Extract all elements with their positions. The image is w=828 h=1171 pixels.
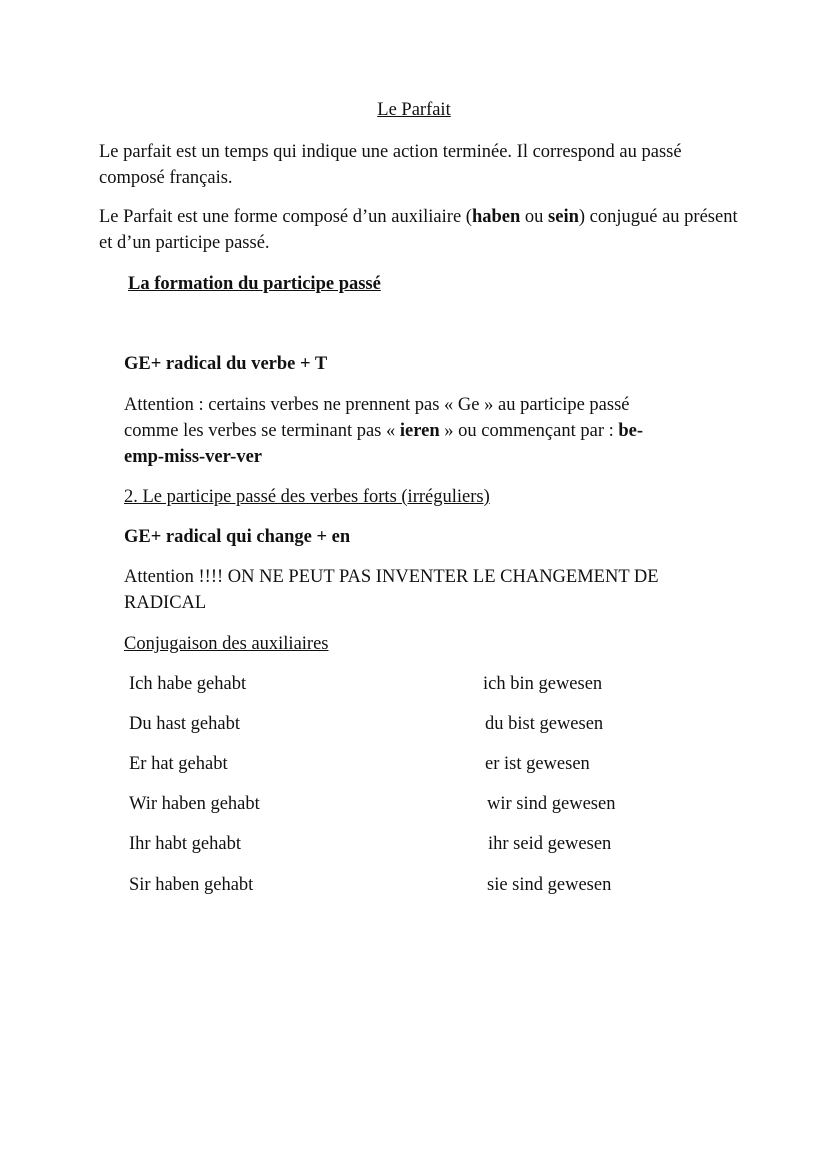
- attention-ge-line1: Attention : certains verbes ne prennent pas « Ge » au participe passé: [124, 395, 630, 415]
- attention-ge-line2: [124, 418, 643, 444]
- sein-row: du bist gewesen: [485, 714, 604, 734]
- prefix-keyword-be: be-: [618, 421, 644, 441]
- section-heading-conjugation: Conjugaison des auxiliaires: [124, 634, 329, 654]
- haben-keyword: haben: [471, 207, 521, 227]
- sein-row: ich bin gewesen: [483, 674, 603, 694]
- haben-row: Ich habe gehabt: [129, 674, 247, 694]
- auxiliary-text-end: ) conjugué au présent et d’un participe passé.: [99, 207, 738, 253]
- haben-row: Wir haben gehabt: [129, 794, 260, 814]
- attention-ge-text: comme les verbes se terminant pas «: [124, 421, 400, 441]
- sein-row: sie sind gewesen: [487, 875, 612, 895]
- ieren-keyword: ieren: [399, 421, 440, 441]
- attention-radical-line2: RADICAL: [124, 593, 207, 613]
- auxiliary-paragraph: [99, 204, 739, 256]
- haben-row: Du hast gehabt: [129, 714, 240, 734]
- sein-row: ihr seid gewesen: [488, 834, 612, 854]
- haben-row: Ihr habt gehabt: [129, 834, 241, 854]
- formula-strong-verbs: GE+ radical qui change + en: [124, 527, 351, 547]
- auxiliary-text-mid: ou: [520, 207, 549, 227]
- auxiliary-text-start: Le Parfait est une forme composé d’un auxiliaire (: [99, 207, 472, 227]
- attention-radical-line1: Attention !!!! ON NE PEUT PAS INVENTER LE CHANGEMENT DE: [124, 567, 659, 587]
- haben-row: Er hat gehabt: [129, 754, 228, 774]
- attention-ge-prefixes: emp-miss-ver-ver: [124, 447, 263, 467]
- sein-row: er ist gewesen: [485, 754, 590, 774]
- page-title: Le Parfait: [377, 100, 451, 120]
- formula-weak-verbs: GE+ radical du verbe + T: [124, 354, 328, 374]
- sein-row: wir sind gewesen: [487, 794, 616, 814]
- haben-row: Sir haben gehabt: [129, 875, 254, 895]
- section-heading-formation: La formation du participe passé: [128, 274, 381, 294]
- sein-keyword: sein: [548, 207, 579, 227]
- section-heading-strong-verbs: 2. Le participe passé des verbes forts (irréguliers): [124, 487, 490, 507]
- attention-ge-text-2: » ou commençant par :: [439, 421, 619, 441]
- intro-paragraph: Le parfait est un temps qui indique une action terminée. Il correspond au passé composé français.: [99, 142, 682, 188]
